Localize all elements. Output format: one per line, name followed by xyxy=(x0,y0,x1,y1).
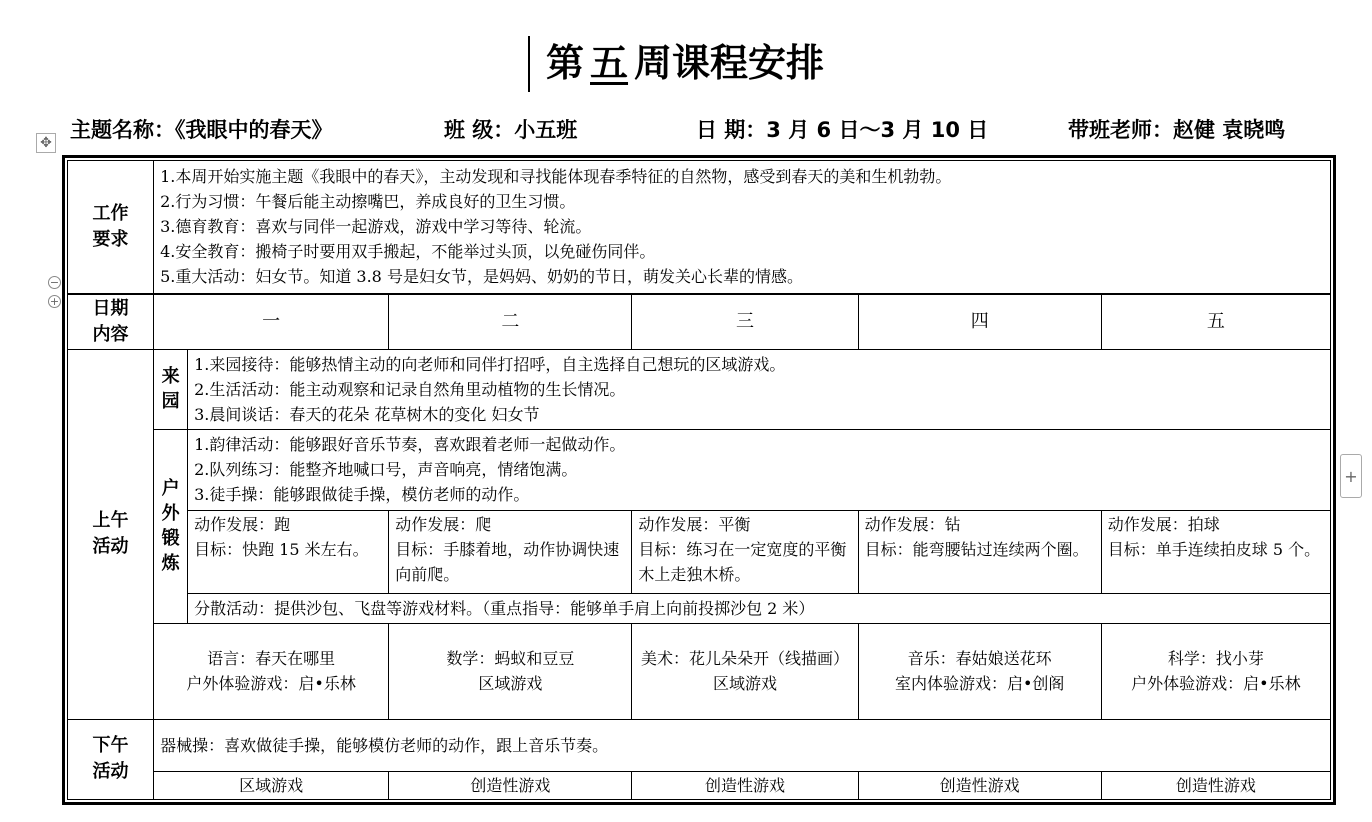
lesson-line2: 区域游戏 xyxy=(713,674,778,694)
afternoon-exercise-row xyxy=(68,719,1331,771)
arrival-label xyxy=(154,349,188,429)
day-thursday[interactable]: 四 xyxy=(858,294,1101,350)
afternoon-game-thursday[interactable]: 创造性游戏 xyxy=(858,771,1101,799)
outdoor-daily-tuesday[interactable] xyxy=(389,510,632,593)
date-label-line1: 日期 xyxy=(92,297,129,319)
outdoor-label-char: 户 xyxy=(161,478,180,500)
outdoor-general-content[interactable] xyxy=(188,429,1331,510)
day-friday[interactable]: 五 xyxy=(1101,294,1330,350)
lessons-row xyxy=(68,623,1331,719)
outdoor-exercise-label xyxy=(154,429,188,623)
lesson-line1: 数学：蚂蚁和豆豆 xyxy=(446,649,575,669)
outdoor-item: 2.队列练习：能整齐地喊口号，声音响亮，情绪饱满。 xyxy=(194,460,578,480)
teacher-names: 带班老师：赵健 袁晓鸣 xyxy=(1068,118,1286,142)
lesson-friday[interactable] xyxy=(1101,623,1330,719)
outdoor-item: 3.徒手操：能够跟做徒手操，模仿老师的动作。 xyxy=(194,485,530,505)
work-item: 3.德育教育：喜欢与同伴一起游戏，游戏中学习等待、轮流。 xyxy=(160,217,592,237)
work-requirements-content[interactable] xyxy=(154,161,1331,294)
outdoor-label-char: 炼 xyxy=(161,553,180,575)
title-suffix: 周课程安排 xyxy=(634,40,825,85)
text-cursor xyxy=(528,36,530,92)
lesson-line2: 区域游戏 xyxy=(478,674,543,694)
arrival-item: 3.晨间谈话：春天的花朵 花草树木的变化 妇女节 xyxy=(194,404,540,424)
day-wednesday[interactable]: 三 xyxy=(632,294,858,350)
goal-text: 目标：单手连续拍皮球 5 个。 xyxy=(1107,539,1321,559)
action-text: 动作发展：平衡 xyxy=(638,514,751,534)
outdoor-general-row xyxy=(68,429,1331,510)
goal-text: 目标：能弯腰钻过连续两个圈。 xyxy=(864,539,1089,559)
action-text: 动作发展：拍球 xyxy=(1107,514,1220,534)
theme-name: 主题名称：《我眼中的春天》 xyxy=(70,118,333,142)
arrival-item: 1.来园接待：能够热情主动的向老师和同伴打招呼，自主选择自己想玩的区域游戏。 xyxy=(194,354,786,374)
outdoor-daily-thursday[interactable] xyxy=(858,510,1101,593)
outdoor-daily-wednesday[interactable] xyxy=(632,510,858,593)
row-collapse-icon[interactable]: − xyxy=(49,276,60,289)
afternoon-label-line1: 下午 xyxy=(92,735,129,757)
lesson-line2: 室内体验游戏：启•创阁 xyxy=(894,674,1065,694)
work-item: 2.行为习惯：午餐后能主动擦嘴巴，养成良好的卫生习惯。 xyxy=(160,192,576,212)
afternoon-exercise-content[interactable] xyxy=(154,719,1331,771)
work-item: 4.安全教育：搬椅子时要用双手搬起，不能举过头顶，以免碰伤同伴。 xyxy=(160,242,656,262)
arrival-label-line1: 来 xyxy=(161,366,180,388)
scattered-activity-content[interactable] xyxy=(188,593,1331,623)
date-label-line2: 内容 xyxy=(92,323,129,345)
work-requirements-row xyxy=(68,161,1331,294)
work-item: 1.本周开始实施主题《我眼中的春天》，主动发现和寻找能体现春季特征的自然物，感受到春天的美和生机勃勃。 xyxy=(160,167,952,187)
schedule-table-frame xyxy=(62,155,1336,805)
arrival-row xyxy=(68,349,1331,429)
outdoor-daily-row xyxy=(68,510,1331,593)
schedule-header xyxy=(0,114,1372,148)
outdoor-daily-monday[interactable] xyxy=(188,510,389,593)
row-insert-icon[interactable]: + xyxy=(49,295,60,308)
work-item: 5.重大活动：妇女节。知道 3.8 号是妇女节，是妈妈、奶奶的节日，萌发关心长辈的情感。 xyxy=(160,267,803,287)
date-range: 日 期：3 月 6 日～3 月 10 日 xyxy=(696,118,989,142)
goal-text: 目标：快跑 15 米左右。 xyxy=(194,539,369,559)
action-text: 动作发展：爬 xyxy=(395,514,492,534)
afternoon-activities-label xyxy=(68,719,154,799)
lesson-line1: 语言：春天在哪里 xyxy=(207,649,336,669)
page-title xyxy=(546,38,824,88)
goal-text: 目标：练习在一定宽度的平衡木上走独木桥。 xyxy=(638,539,847,584)
title-week-number[interactable]: 五 xyxy=(590,40,629,85)
lesson-tuesday[interactable] xyxy=(389,623,632,719)
afternoon-game-monday[interactable]: 区域游戏 xyxy=(154,771,389,799)
action-text: 动作发展：钻 xyxy=(864,514,961,534)
date-content-label xyxy=(68,294,154,350)
lesson-line1: 音乐：春姑娘送花环 xyxy=(907,649,1052,669)
lesson-thursday[interactable] xyxy=(858,623,1101,719)
add-column-button[interactable]: + xyxy=(1340,454,1362,498)
class-name: 班 级：小五班 xyxy=(444,118,578,142)
lesson-line2: 户外体验游戏：启•乐林 xyxy=(186,674,356,694)
lesson-line1: 科学：找小芽 xyxy=(1167,649,1264,669)
lesson-wednesday[interactable] xyxy=(632,623,858,719)
afternoon-exercise-text: 器械操：喜欢做徒手操，能够模仿老师的动作，跟上音乐节奏。 xyxy=(160,735,609,755)
scattered-activity-row xyxy=(68,593,1331,623)
afternoon-game-tuesday[interactable]: 创造性游戏 xyxy=(389,771,632,799)
arrival-content[interactable] xyxy=(188,349,1331,429)
schedule-table xyxy=(67,160,1331,800)
arrival-item: 2.生活活动：能主动观察和记录自然角里动植物的生长情况。 xyxy=(194,379,626,399)
work-label-line2: 要求 xyxy=(92,228,129,250)
action-text: 动作发展：跑 xyxy=(194,514,291,534)
day-header-row xyxy=(68,294,1331,350)
afternoon-label-line2: 活动 xyxy=(92,761,129,783)
title-prefix: 第 xyxy=(546,40,585,85)
table-move-handle-icon[interactable]: ✥ xyxy=(36,133,56,153)
morning-label-line1: 上午 xyxy=(92,510,129,532)
afternoon-game-friday[interactable]: 创造性游戏 xyxy=(1101,771,1330,799)
afternoon-games-row xyxy=(68,771,1331,799)
arrival-label-line2: 园 xyxy=(161,391,180,413)
scattered-activity-text: 分散活动：提供沙包、飞盘等游戏材料。（重点指导：能够单手肩上向前投掷沙包 2 米） xyxy=(194,598,815,618)
lesson-line2: 户外体验游戏：启•乐林 xyxy=(1131,674,1301,694)
work-requirements-label xyxy=(68,161,154,294)
outdoor-daily-friday[interactable] xyxy=(1101,510,1330,593)
outdoor-item: 1.韵律活动：能够跟好音乐节奏，喜欢跟着老师一起做动作。 xyxy=(194,435,626,455)
afternoon-game-wednesday[interactable]: 创造性游戏 xyxy=(632,771,858,799)
work-label-line1: 工作 xyxy=(92,202,129,224)
outdoor-label-char: 锻 xyxy=(161,528,180,550)
goal-text: 目标：手膝着地，动作协调快速向前爬。 xyxy=(395,539,620,584)
morning-activities-label xyxy=(68,349,154,719)
day-monday[interactable]: 一 xyxy=(154,294,389,350)
morning-label-line2: 活动 xyxy=(92,536,129,558)
lesson-monday[interactable] xyxy=(154,623,389,719)
lesson-line1: 美术：花儿朵朵开（线描画） xyxy=(641,649,850,669)
day-tuesday[interactable]: 二 xyxy=(389,294,632,350)
outdoor-label-char: 外 xyxy=(161,503,180,525)
